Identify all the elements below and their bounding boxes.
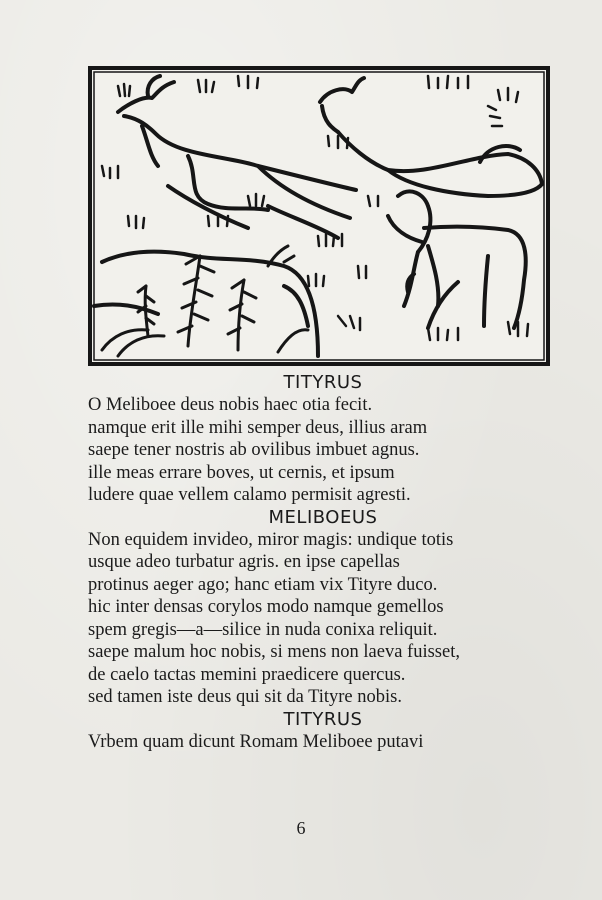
speaker-heading: MELIBOEUS <box>268 506 378 528</box>
page-number: 6 <box>296 818 306 838</box>
poem-text <box>88 372 558 753</box>
verse-line: saepe malum hoc nobis, si mens non laeva fuisset, <box>88 642 460 662</box>
verse-line: spem gregis—a—silice in nuda conixa reliquit. <box>88 619 438 640</box>
goats-woodcut-icon <box>88 66 550 366</box>
verse-line: namque erit ille mihi semper deus, illius aram <box>88 417 428 438</box>
verse-line: Vrbem quam dicunt Romam Meliboee putavi <box>88 731 424 752</box>
verse-line: hic inter densas corylos modo namque gemellos <box>88 597 444 617</box>
verse-line: protinus aeger ago; hanc etiam vix Tityre duco. <box>88 574 438 595</box>
verse-line: ille meas errare boves, ut cernis, et ipsum <box>88 462 395 483</box>
verse-line: Non equidem invideo, miror magis: undique totis <box>88 529 454 550</box>
speaker-heading: TITYRUS <box>283 708 363 730</box>
verse-line: usque adeo turbatur agris. en ipse capellas <box>88 552 400 572</box>
verse-line: saepe tener nostris ab ovilibus imbuet agnus. <box>88 440 420 460</box>
verse-line: ludere quae vellem calamo permisit agresti. <box>88 485 411 505</box>
verse-line: sed tamen iste deus qui sit da Tityre nobis. <box>88 687 402 707</box>
verse-line: O Meliboee deus nobis haec otia fecit. <box>88 395 373 415</box>
verse-line: de caelo tactas memini praedicere quercus. <box>88 664 406 685</box>
speaker-heading: TITYRUS <box>283 372 363 393</box>
